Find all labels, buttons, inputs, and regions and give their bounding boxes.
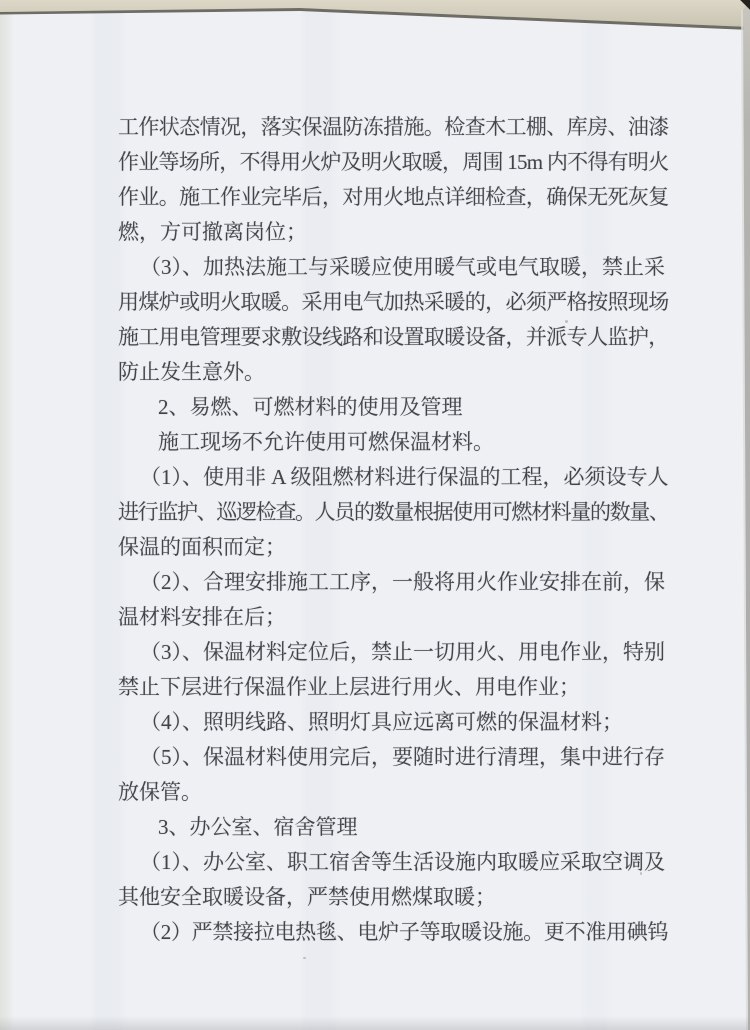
text-line: 用煤炉或明火取暖。采用电气加热采暖的，必须严格按照现场: [118, 290, 669, 314]
text-line: 温材料安排在后；: [118, 605, 286, 629]
scan-speck: [640, 872, 642, 875]
text-line: （5）、保温材料使用完后，要随时进行清理，集中进行存: [140, 745, 665, 769]
text-line: （1）、使用非 A 级阻燃材料进行保温的工程，必须设专人: [140, 465, 669, 489]
text-line: （3）、保温材料定位后，禁止一切用火、用电作业，特别: [140, 640, 665, 664]
text-line: 工作状态情况，落实保温防冻措施。检查木工棚、库房、油漆: [118, 115, 669, 139]
text-line: 保温的面积而定；: [118, 535, 286, 559]
text-line: 防止发生意外。: [118, 360, 265, 384]
page-bottom-edge-shadow: [0, 1016, 750, 1030]
text-line: 2、易燃、可燃材料的使用及管理: [158, 395, 463, 419]
text-line: 放保管。: [118, 780, 202, 804]
text-line: 施工用电管理要求敷设线路和设置取暖设备，并派专人监护，: [118, 325, 669, 349]
scan-speck: [303, 957, 306, 959]
text-line: （2）严禁接拉电热毯、电炉子等取暖设施。更不准用碘钨: [140, 920, 669, 944]
text-line: 作业等场所，不得用火炉及明火取暖，周围 15m 内不得有明火: [118, 150, 669, 174]
text-line: 进行监护、巡逻检查。人员的数量根据使用可燃材料量的数量、: [118, 500, 669, 524]
text-line: 施工现场不允许使用可燃保温材料。: [158, 430, 494, 454]
text-line: （2）、合理安排施工工序，一般将用火作业安排在前，保: [140, 570, 665, 594]
text-line: 作业。施工作业完毕后，对用火地点详细检查，确保无死灰复: [118, 185, 669, 209]
document-body: [118, 110, 670, 950]
text-line: 燃，方可撤离岗位；: [118, 220, 307, 244]
text-line: （4）、照明线路、照明灯具应远离可燃的保温材料；: [140, 710, 623, 734]
scan-speck: [565, 320, 568, 323]
text-line: （3）、加热法施工与采暖应使用暖气或电气取暖，禁止采: [140, 255, 665, 279]
text-line: 禁止下层进行保温作业上层进行用火、用电作业；: [118, 675, 580, 699]
text-line: 3、办公室、宿舍管理: [158, 815, 358, 839]
text-line: （1）、办公室、职工宿舍等生活设施内取暖应采取空调及: [140, 850, 665, 874]
text-line: 其他安全取暖设备，严禁使用燃煤取暖；: [118, 885, 496, 909]
